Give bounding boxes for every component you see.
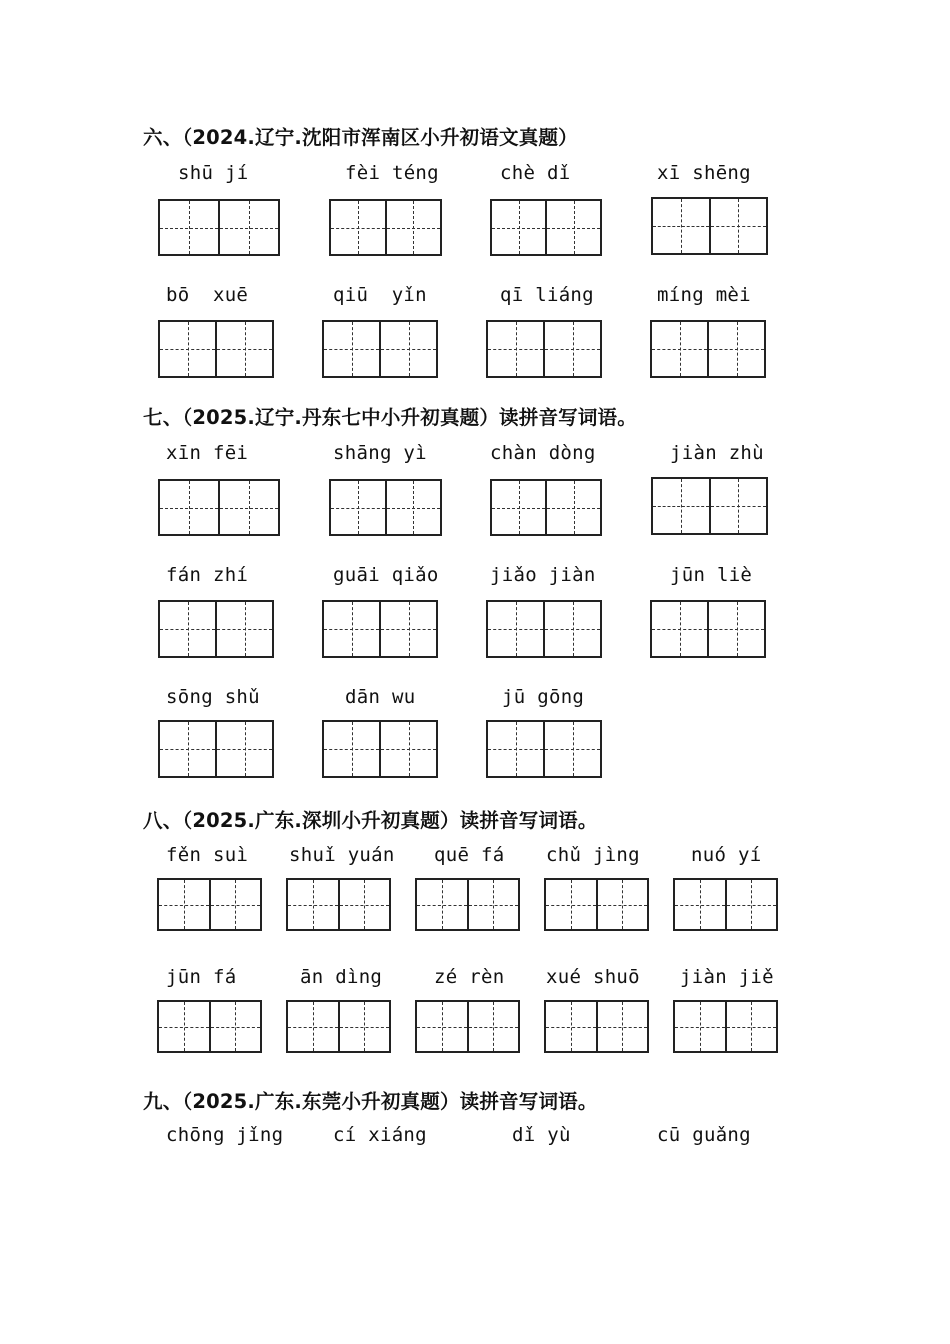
grid-cell[interactable] [385,201,441,254]
grid-cell[interactable] [215,722,272,776]
writing-grid[interactable] [415,878,520,931]
pinyin-label: qī liáng [500,284,594,306]
grid-cell[interactable] [209,1002,261,1051]
pinyin-label: jūn liè [670,564,753,586]
writing-grid[interactable] [158,320,274,378]
grid-cell[interactable] [159,880,209,929]
writing-grid[interactable] [486,600,602,658]
pinyin-label: bō xuē [166,284,249,306]
grid-cell[interactable] [492,201,545,254]
grid-cell[interactable] [331,201,385,254]
grid-cell[interactable] [652,602,707,656]
grid-cell[interactable] [288,880,338,929]
pinyin-label: qiū yǐn [333,284,427,306]
pinyin-label: jiàn zhù [670,442,764,464]
pinyin-label: guāi qiǎo [333,564,439,586]
grid-cell[interactable] [725,1002,777,1051]
grid-cell[interactable] [379,322,436,376]
grid-cell[interactable] [675,880,725,929]
pinyin-label: xīn fēi [166,442,249,464]
grid-cell[interactable] [707,602,764,656]
writing-grid[interactable] [415,1000,520,1053]
pinyin-label: míng mèi [657,284,751,306]
grid-cell[interactable] [215,602,272,656]
section-heading-7: 七、（2025.辽宁.丹东七中小升初真题）读拼音写词语。 [143,406,637,429]
writing-grid[interactable] [650,600,766,658]
grid-cell[interactable] [675,1002,725,1051]
grid-cell[interactable] [543,602,600,656]
grid-cell[interactable] [725,880,777,929]
pinyin-label: shū jí [178,162,249,184]
grid-cell[interactable] [596,1002,648,1051]
pinyin-label: jūn fá [166,966,237,988]
pinyin-label: dān wu [345,686,416,708]
grid-cell[interactable] [545,201,600,254]
grid-cell[interactable] [160,322,215,376]
writing-grid[interactable] [651,477,768,535]
grid-cell[interactable] [417,880,467,929]
writing-grid[interactable] [486,720,602,778]
grid-cell[interactable] [324,602,379,656]
writing-grid[interactable] [322,720,438,778]
grid-cell[interactable] [709,479,767,533]
writing-grid[interactable] [322,320,438,378]
grid-cell[interactable] [385,481,441,534]
grid-cell[interactable] [488,722,543,776]
pinyin-label: xué shuō [546,966,640,988]
writing-grid[interactable] [651,197,768,255]
pinyin-label: sōng shǔ [166,686,260,708]
pinyin-label: jiàn jiě [680,966,774,988]
pinyin-label: zé rèn [434,966,505,988]
pinyin-label: fěn suì [166,844,249,866]
writing-grid[interactable] [158,479,280,536]
grid-cell[interactable] [653,479,709,533]
grid-cell[interactable] [488,602,543,656]
grid-cell[interactable] [653,199,709,253]
grid-cell[interactable] [492,481,545,534]
writing-grid[interactable] [673,878,778,931]
writing-grid[interactable] [544,1000,649,1053]
pinyin-label: fèi téng [345,162,439,184]
grid-cell[interactable] [160,602,215,656]
writing-grid[interactable] [286,1000,391,1053]
writing-grid[interactable] [544,878,649,931]
pinyin-label: cí xiáng [333,1124,427,1146]
grid-cell[interactable] [709,199,767,253]
grid-cell[interactable] [467,1002,519,1051]
grid-cell[interactable] [546,1002,596,1051]
grid-cell[interactable] [467,880,519,929]
grid-cell[interactable] [218,201,278,254]
grid-cell[interactable] [324,322,379,376]
section-heading-8: 八、（2025.广东.深圳小升初真题）读拼音写词语。 [143,809,598,832]
pinyin-label: quē fá [434,844,505,866]
grid-cell[interactable] [331,481,385,534]
grid-cell[interactable] [288,1002,338,1051]
writing-grid[interactable] [329,199,442,256]
pinyin-label: chè dǐ [500,162,571,184]
pinyin-label: nuó yí [691,844,762,866]
writing-grid[interactable] [158,720,274,778]
grid-cell[interactable] [488,322,543,376]
grid-cell[interactable] [596,880,648,929]
writing-grid[interactable] [490,479,602,536]
section-heading-6: 六、（2024.辽宁.沈阳市浑南区小升初语文真题） [143,126,578,149]
writing-grid[interactable] [486,320,602,378]
writing-grid[interactable] [157,1000,262,1053]
writing-grid[interactable] [286,878,391,931]
writing-grid[interactable] [673,1000,778,1053]
writing-grid[interactable] [157,878,262,931]
grid-cell[interactable] [546,880,596,929]
grid-cell[interactable] [543,322,600,376]
grid-cell[interactable] [338,880,390,929]
grid-cell[interactable] [160,722,215,776]
pinyin-label: xī shēng [657,162,751,184]
grid-cell[interactable] [324,722,379,776]
grid-cell[interactable] [338,1002,390,1051]
pinyin-label: chōng jǐng [166,1124,284,1146]
grid-cell[interactable] [545,481,600,534]
pinyin-label: dǐ yù [512,1124,571,1146]
grid-cell[interactable] [160,481,218,534]
grid-cell[interactable] [215,322,272,376]
grid-cell[interactable] [218,481,278,534]
grid-cell[interactable] [543,722,600,776]
writing-grid[interactable] [329,479,442,536]
pinyin-label: cū guǎng [657,1124,751,1146]
writing-grid[interactable] [158,199,280,256]
writing-grid[interactable] [158,600,274,658]
pinyin-label: fán zhí [166,564,249,586]
pinyin-label: ān dìng [300,966,383,988]
section-heading-9: 九、（2025.广东.东莞小升初真题）读拼音写词语。 [143,1090,598,1113]
grid-cell[interactable] [707,322,764,376]
grid-cell[interactable] [209,880,261,929]
pinyin-label: jiǎo jiàn [490,564,596,586]
writing-grid[interactable] [650,320,766,378]
writing-grid[interactable] [490,199,602,256]
pinyin-label: shāng yì [333,442,427,464]
grid-cell[interactable] [160,201,218,254]
writing-grid[interactable] [322,600,438,658]
grid-cell[interactable] [379,722,436,776]
pinyin-label: chàn dòng [490,442,596,464]
pinyin-label: chǔ jìng [546,844,640,866]
grid-cell[interactable] [652,322,707,376]
pinyin-label: shuǐ yuán [289,844,395,866]
grid-cell[interactable] [159,1002,209,1051]
grid-cell[interactable] [379,602,436,656]
pinyin-label: jū gōng [502,686,585,708]
grid-cell[interactable] [417,1002,467,1051]
